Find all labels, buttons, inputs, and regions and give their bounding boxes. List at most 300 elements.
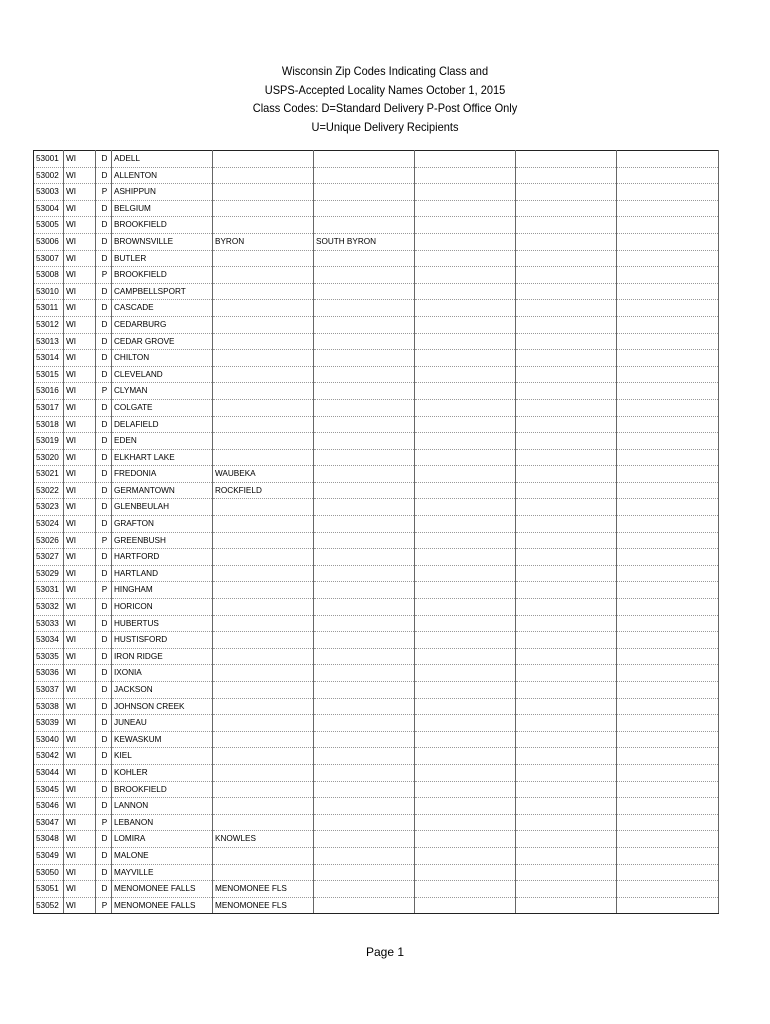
empty-cell bbox=[617, 333, 719, 350]
state-cell: WI bbox=[64, 482, 96, 499]
alternate-name-cell bbox=[213, 731, 314, 748]
alternate-name-cell bbox=[314, 897, 415, 914]
zip-cell: 53003 bbox=[34, 184, 64, 201]
empty-cell bbox=[516, 333, 617, 350]
zip-cell: 53042 bbox=[34, 748, 64, 765]
alternate-name-cell bbox=[314, 881, 415, 898]
state-cell: WI bbox=[64, 167, 96, 184]
empty-cell bbox=[516, 698, 617, 715]
table-row bbox=[34, 366, 719, 383]
alternate-name-cell bbox=[213, 250, 314, 267]
alternate-name-cell bbox=[213, 698, 314, 715]
zip-cell: 53029 bbox=[34, 565, 64, 582]
alternate-name-cell bbox=[213, 764, 314, 781]
zip-cell: 53026 bbox=[34, 532, 64, 549]
alternate-name-cell bbox=[213, 433, 314, 450]
alternate-name-cell bbox=[314, 615, 415, 632]
table-row bbox=[34, 283, 719, 300]
table-row bbox=[34, 200, 719, 217]
city-cell: HUSTISFORD bbox=[112, 632, 213, 649]
alternate-name-cell bbox=[213, 781, 314, 798]
zip-cell: 53039 bbox=[34, 715, 64, 732]
empty-cell bbox=[617, 682, 719, 699]
empty-cell bbox=[617, 399, 719, 416]
state-cell: WI bbox=[64, 333, 96, 350]
alternate-name-cell bbox=[314, 698, 415, 715]
document-title bbox=[0, 62, 770, 136]
class-code-cell: D bbox=[96, 698, 112, 715]
alternate-name-cell bbox=[314, 350, 415, 367]
zip-cell: 53005 bbox=[34, 217, 64, 234]
alternate-name-cell bbox=[314, 549, 415, 566]
alternate-name-cell bbox=[314, 300, 415, 317]
class-code-cell: P bbox=[96, 184, 112, 201]
alternate-name-cell bbox=[213, 200, 314, 217]
alternate-name-cell bbox=[314, 582, 415, 599]
empty-cell bbox=[516, 847, 617, 864]
empty-cell bbox=[617, 300, 719, 317]
empty-cell bbox=[617, 416, 719, 433]
empty-cell bbox=[415, 682, 516, 699]
alternate-name-cell: KNOWLES bbox=[213, 831, 314, 848]
zip-cell: 53016 bbox=[34, 383, 64, 400]
zip-cell: 53001 bbox=[34, 151, 64, 168]
table-row bbox=[34, 549, 719, 566]
table-row bbox=[34, 499, 719, 516]
empty-cell bbox=[516, 599, 617, 616]
zip-cell: 53032 bbox=[34, 599, 64, 616]
state-cell: WI bbox=[64, 532, 96, 549]
state-cell: WI bbox=[64, 648, 96, 665]
class-code-cell: D bbox=[96, 499, 112, 516]
table-row bbox=[34, 433, 719, 450]
empty-cell bbox=[617, 665, 719, 682]
empty-cell bbox=[617, 383, 719, 400]
empty-cell bbox=[617, 814, 719, 831]
table-row bbox=[34, 184, 719, 201]
city-cell: LANNON bbox=[112, 798, 213, 815]
empty-cell bbox=[516, 549, 617, 566]
state-cell: WI bbox=[64, 682, 96, 699]
state-cell: WI bbox=[64, 466, 96, 483]
empty-cell bbox=[617, 267, 719, 284]
alternate-name-cell bbox=[213, 383, 314, 400]
page-number: Page 1 bbox=[365, 945, 405, 959]
alternate-name-cell bbox=[314, 864, 415, 881]
state-cell: WI bbox=[64, 615, 96, 632]
empty-cell bbox=[516, 881, 617, 898]
empty-cell bbox=[415, 200, 516, 217]
state-cell: WI bbox=[64, 366, 96, 383]
alternate-name-cell bbox=[314, 217, 415, 234]
city-cell: MENOMONEE FALLS bbox=[112, 897, 213, 914]
state-cell: WI bbox=[64, 798, 96, 815]
alternate-name-cell bbox=[213, 615, 314, 632]
class-code-cell: D bbox=[96, 864, 112, 881]
empty-cell bbox=[415, 897, 516, 914]
empty-cell bbox=[516, 781, 617, 798]
alternate-name-cell bbox=[314, 599, 415, 616]
empty-cell bbox=[617, 565, 719, 582]
empty-cell bbox=[415, 831, 516, 848]
empty-cell bbox=[415, 217, 516, 234]
state-cell: WI bbox=[64, 250, 96, 267]
empty-cell bbox=[516, 764, 617, 781]
state-cell: WI bbox=[64, 383, 96, 400]
state-cell: WI bbox=[64, 864, 96, 881]
class-code-cell: D bbox=[96, 847, 112, 864]
alternate-name-cell bbox=[314, 731, 415, 748]
empty-cell bbox=[415, 847, 516, 864]
empty-cell bbox=[617, 233, 719, 250]
alternate-name-cell bbox=[213, 316, 314, 333]
city-cell: HARTFORD bbox=[112, 549, 213, 566]
zip-cell: 53045 bbox=[34, 781, 64, 798]
alternate-name-cell bbox=[314, 433, 415, 450]
city-cell: EDEN bbox=[112, 433, 213, 450]
class-code-cell: D bbox=[96, 715, 112, 732]
empty-cell bbox=[516, 648, 617, 665]
class-code-cell: D bbox=[96, 366, 112, 383]
city-cell: GLENBEULAH bbox=[112, 499, 213, 516]
empty-cell bbox=[617, 847, 719, 864]
zip-cell: 53031 bbox=[34, 582, 64, 599]
alternate-name-cell bbox=[213, 648, 314, 665]
alternate-name-cell bbox=[314, 399, 415, 416]
table-row bbox=[34, 416, 719, 433]
city-cell: BROOKFIELD bbox=[112, 217, 213, 234]
empty-cell bbox=[415, 482, 516, 499]
empty-cell bbox=[617, 715, 719, 732]
empty-cell bbox=[415, 449, 516, 466]
alternate-name-cell bbox=[213, 516, 314, 533]
zip-cell: 53027 bbox=[34, 549, 64, 566]
empty-cell bbox=[617, 897, 719, 914]
city-cell: LEBANON bbox=[112, 814, 213, 831]
empty-cell bbox=[415, 350, 516, 367]
table-row bbox=[34, 399, 719, 416]
empty-cell bbox=[415, 516, 516, 533]
table-row bbox=[34, 466, 719, 483]
class-code-cell: D bbox=[96, 831, 112, 848]
empty-cell bbox=[415, 764, 516, 781]
empty-cell bbox=[617, 831, 719, 848]
state-cell: WI bbox=[64, 416, 96, 433]
empty-cell bbox=[617, 748, 719, 765]
zip-cell: 53017 bbox=[34, 399, 64, 416]
empty-cell bbox=[415, 632, 516, 649]
state-cell: WI bbox=[64, 582, 96, 599]
alternate-name-cell bbox=[314, 283, 415, 300]
empty-cell bbox=[516, 748, 617, 765]
class-code-cell: D bbox=[96, 748, 112, 765]
empty-cell bbox=[617, 648, 719, 665]
zip-cell: 53044 bbox=[34, 764, 64, 781]
empty-cell bbox=[617, 632, 719, 649]
city-cell: HORICON bbox=[112, 599, 213, 616]
state-cell: WI bbox=[64, 698, 96, 715]
alternate-name-cell bbox=[314, 482, 415, 499]
table-row bbox=[34, 764, 719, 781]
empty-cell bbox=[516, 167, 617, 184]
empty-cell bbox=[617, 549, 719, 566]
empty-cell bbox=[415, 184, 516, 201]
empty-cell bbox=[617, 499, 719, 516]
city-cell: CHILTON bbox=[112, 350, 213, 367]
alternate-name-cell bbox=[314, 499, 415, 516]
zip-cell: 53023 bbox=[34, 499, 64, 516]
empty-cell bbox=[415, 250, 516, 267]
state-cell: WI bbox=[64, 449, 96, 466]
city-cell: ADELL bbox=[112, 151, 213, 168]
state-cell: WI bbox=[64, 565, 96, 582]
state-cell: WI bbox=[64, 632, 96, 649]
empty-cell bbox=[415, 615, 516, 632]
empty-cell bbox=[516, 233, 617, 250]
empty-cell bbox=[415, 582, 516, 599]
empty-cell bbox=[516, 814, 617, 831]
empty-cell bbox=[617, 167, 719, 184]
zip-cell: 53002 bbox=[34, 167, 64, 184]
alternate-name-cell: MENOMONEE FLS bbox=[213, 881, 314, 898]
alternate-name-cell bbox=[213, 847, 314, 864]
empty-cell bbox=[415, 881, 516, 898]
alternate-name-cell: WAUBEKA bbox=[213, 466, 314, 483]
empty-cell bbox=[415, 715, 516, 732]
alternate-name-cell bbox=[213, 665, 314, 682]
class-code-cell: D bbox=[96, 565, 112, 582]
empty-cell bbox=[415, 267, 516, 284]
city-cell: BROOKFIELD bbox=[112, 267, 213, 284]
empty-cell bbox=[617, 599, 719, 616]
empty-cell bbox=[617, 366, 719, 383]
alternate-name-cell bbox=[213, 283, 314, 300]
alternate-name-cell bbox=[213, 300, 314, 317]
alternate-name-cell bbox=[213, 798, 314, 815]
city-cell: DELAFIELD bbox=[112, 416, 213, 433]
zip-cell: 53018 bbox=[34, 416, 64, 433]
alternate-name-cell bbox=[314, 516, 415, 533]
alternate-name-cell bbox=[314, 632, 415, 649]
empty-cell bbox=[415, 499, 516, 516]
empty-cell bbox=[415, 283, 516, 300]
empty-cell bbox=[516, 532, 617, 549]
empty-cell bbox=[516, 350, 617, 367]
empty-cell bbox=[617, 151, 719, 168]
table-row bbox=[34, 267, 719, 284]
city-cell: HUBERTUS bbox=[112, 615, 213, 632]
table-row bbox=[34, 847, 719, 864]
city-cell: COLGATE bbox=[112, 399, 213, 416]
zip-cell: 53049 bbox=[34, 847, 64, 864]
city-cell: FREDONIA bbox=[112, 466, 213, 483]
empty-cell bbox=[415, 698, 516, 715]
empty-cell bbox=[617, 449, 719, 466]
table-row bbox=[34, 565, 719, 582]
empty-cell bbox=[617, 532, 719, 549]
table-row bbox=[34, 814, 719, 831]
alternate-name-cell bbox=[314, 167, 415, 184]
state-cell: WI bbox=[64, 350, 96, 367]
class-code-cell: D bbox=[96, 648, 112, 665]
class-code-cell: D bbox=[96, 333, 112, 350]
alternate-name-cell bbox=[314, 781, 415, 798]
empty-cell bbox=[415, 300, 516, 317]
city-cell: JACKSON bbox=[112, 682, 213, 699]
zip-cell: 53051 bbox=[34, 881, 64, 898]
city-cell: MAYVILLE bbox=[112, 864, 213, 881]
empty-cell bbox=[516, 316, 617, 333]
empty-cell bbox=[516, 565, 617, 582]
alternate-name-cell: MENOMONEE FLS bbox=[213, 897, 314, 914]
empty-cell bbox=[516, 433, 617, 450]
city-cell: MENOMONEE FALLS bbox=[112, 881, 213, 898]
city-cell: CLYMAN bbox=[112, 383, 213, 400]
table-row bbox=[34, 698, 719, 715]
class-code-cell: P bbox=[96, 897, 112, 914]
class-code-cell: D bbox=[96, 250, 112, 267]
city-cell: ASHIPPUN bbox=[112, 184, 213, 201]
class-code-cell: D bbox=[96, 233, 112, 250]
table-row bbox=[34, 167, 719, 184]
state-cell: WI bbox=[64, 233, 96, 250]
empty-cell bbox=[516, 798, 617, 815]
zip-cell: 53036 bbox=[34, 665, 64, 682]
alternate-name-cell bbox=[213, 267, 314, 284]
empty-cell bbox=[415, 648, 516, 665]
empty-cell bbox=[617, 798, 719, 815]
zip-cell: 53038 bbox=[34, 698, 64, 715]
state-cell: WI bbox=[64, 599, 96, 616]
state-cell: WI bbox=[64, 283, 96, 300]
table-row bbox=[34, 350, 719, 367]
class-code-cell: D bbox=[96, 433, 112, 450]
title-line: Wisconsin Zip Codes Indicating Class and bbox=[281, 64, 489, 78]
alternate-name-cell bbox=[314, 383, 415, 400]
table-row bbox=[34, 648, 719, 665]
table-row bbox=[34, 449, 719, 466]
city-cell: HARTLAND bbox=[112, 565, 213, 582]
empty-cell bbox=[516, 615, 617, 632]
empty-cell bbox=[516, 682, 617, 699]
zip-cell: 53046 bbox=[34, 798, 64, 815]
class-code-cell: D bbox=[96, 217, 112, 234]
alternate-name-cell bbox=[213, 864, 314, 881]
table-row bbox=[34, 881, 719, 898]
zip-cell: 53006 bbox=[34, 233, 64, 250]
empty-cell bbox=[415, 433, 516, 450]
city-cell: KOHLER bbox=[112, 764, 213, 781]
state-cell: WI bbox=[64, 731, 96, 748]
city-cell: KIEL bbox=[112, 748, 213, 765]
city-cell: CASCADE bbox=[112, 300, 213, 317]
empty-cell bbox=[516, 250, 617, 267]
empty-cell bbox=[516, 449, 617, 466]
state-cell: WI bbox=[64, 897, 96, 914]
table-row bbox=[34, 250, 719, 267]
zip-cell: 53019 bbox=[34, 433, 64, 450]
state-cell: WI bbox=[64, 665, 96, 682]
city-cell: IXONIA bbox=[112, 665, 213, 682]
table-row bbox=[34, 482, 719, 499]
alternate-name-cell bbox=[314, 814, 415, 831]
zip-cell: 53048 bbox=[34, 831, 64, 848]
class-code-cell: D bbox=[96, 200, 112, 217]
empty-cell bbox=[617, 516, 719, 533]
empty-cell bbox=[617, 316, 719, 333]
empty-cell bbox=[516, 831, 617, 848]
alternate-name-cell bbox=[213, 715, 314, 732]
alternate-name-cell bbox=[314, 565, 415, 582]
class-code-cell: D bbox=[96, 316, 112, 333]
alternate-name-cell: BYRON bbox=[213, 233, 314, 250]
alternate-name-cell bbox=[213, 565, 314, 582]
city-cell: HINGHAM bbox=[112, 582, 213, 599]
class-code-cell: D bbox=[96, 300, 112, 317]
city-cell: CEDAR GROVE bbox=[112, 333, 213, 350]
state-cell: WI bbox=[64, 399, 96, 416]
city-cell: BROOKFIELD bbox=[112, 781, 213, 798]
class-code-cell: P bbox=[96, 267, 112, 284]
zip-cell: 53034 bbox=[34, 632, 64, 649]
empty-cell bbox=[617, 582, 719, 599]
class-code-cell: D bbox=[96, 549, 112, 566]
empty-cell bbox=[415, 599, 516, 616]
alternate-name-cell bbox=[314, 665, 415, 682]
table-row bbox=[34, 582, 719, 599]
table-row bbox=[34, 682, 719, 699]
state-cell: WI bbox=[64, 499, 96, 516]
table-row bbox=[34, 383, 719, 400]
city-cell: GREENBUSH bbox=[112, 532, 213, 549]
empty-cell bbox=[415, 665, 516, 682]
zip-cell: 53008 bbox=[34, 267, 64, 284]
class-code-cell: D bbox=[96, 151, 112, 168]
empty-cell bbox=[516, 366, 617, 383]
table-row bbox=[34, 316, 719, 333]
table-row bbox=[34, 798, 719, 815]
empty-cell bbox=[516, 516, 617, 533]
city-cell: MALONE bbox=[112, 847, 213, 864]
table-row bbox=[34, 731, 719, 748]
empty-cell bbox=[415, 167, 516, 184]
alternate-name-cell bbox=[314, 449, 415, 466]
city-cell: IRON RIDGE bbox=[112, 648, 213, 665]
city-cell: BUTLER bbox=[112, 250, 213, 267]
state-cell: WI bbox=[64, 267, 96, 284]
alternate-name-cell bbox=[213, 333, 314, 350]
table-row bbox=[34, 748, 719, 765]
zip-cell: 53011 bbox=[34, 300, 64, 317]
empty-cell bbox=[617, 184, 719, 201]
empty-cell bbox=[516, 200, 617, 217]
zip-cell: 53052 bbox=[34, 897, 64, 914]
class-code-cell: P bbox=[96, 532, 112, 549]
empty-cell bbox=[516, 184, 617, 201]
alternate-name-cell bbox=[314, 648, 415, 665]
city-cell: CEDARBURG bbox=[112, 316, 213, 333]
zip-cell: 53033 bbox=[34, 615, 64, 632]
class-code-cell: D bbox=[96, 416, 112, 433]
alternate-name-cell bbox=[213, 499, 314, 516]
class-code-cell: P bbox=[96, 383, 112, 400]
zip-cell: 53024 bbox=[34, 516, 64, 533]
empty-cell bbox=[617, 200, 719, 217]
state-cell: WI bbox=[64, 549, 96, 566]
empty-cell bbox=[516, 499, 617, 516]
alternate-name-cell bbox=[213, 151, 314, 168]
class-code-cell: D bbox=[96, 798, 112, 815]
